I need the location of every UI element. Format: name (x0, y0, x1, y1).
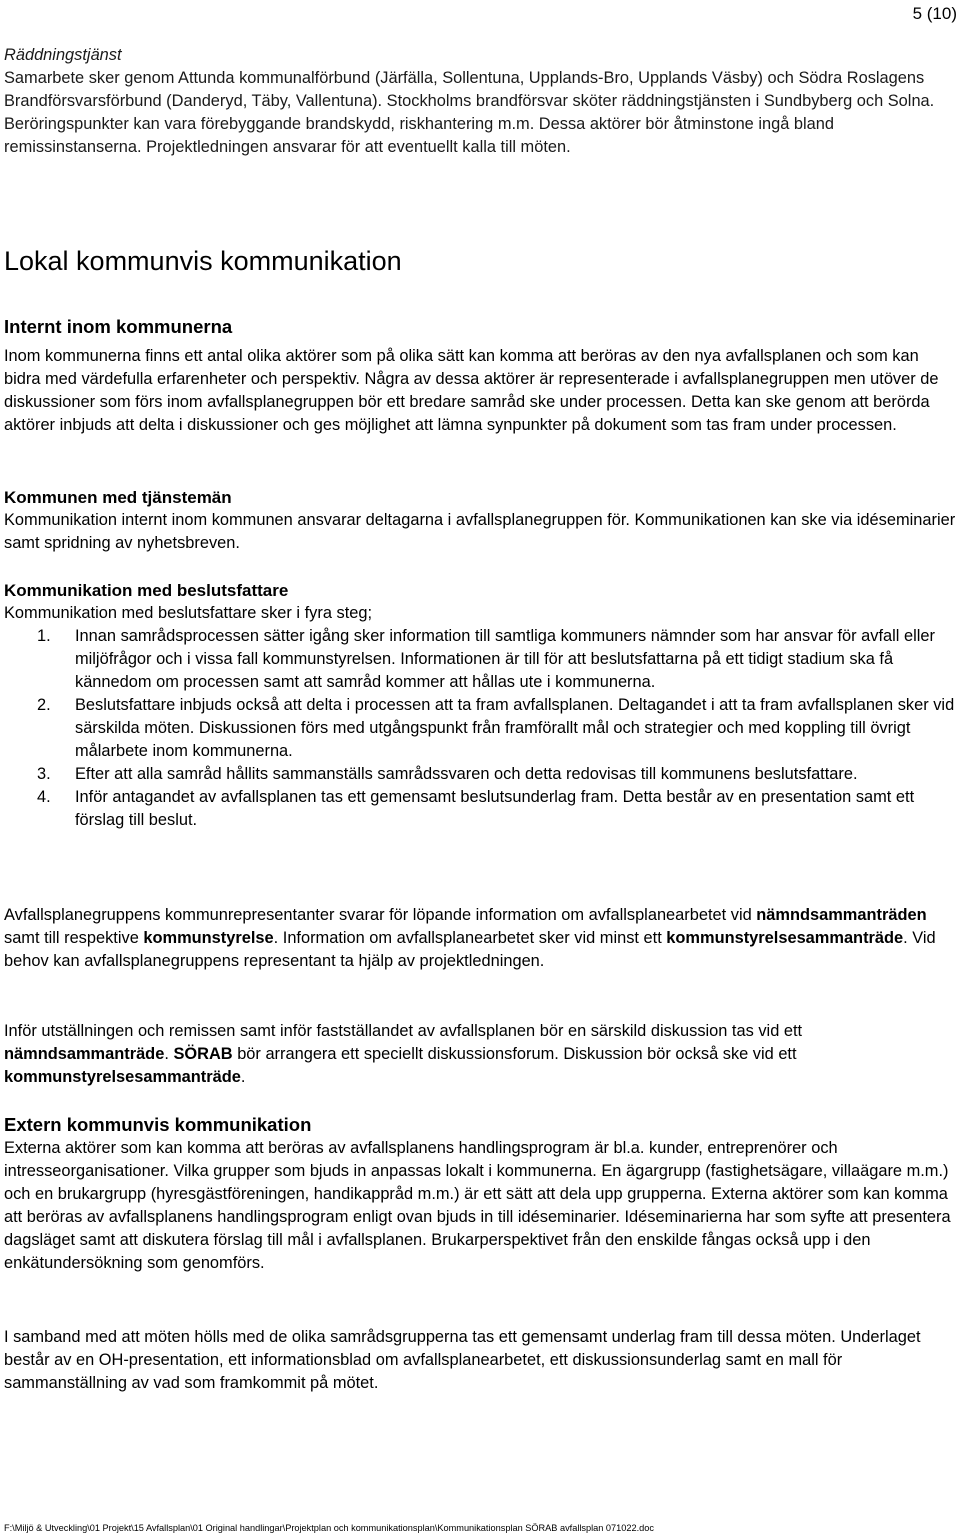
bold-text: kommunstyrelse (143, 929, 274, 947)
list-item-text: Beslutsfattare inbjuds också att delta i processen att ta fram avfallsplanen. Deltagandet i att ta fram avfallsplanen sker vid särskilda möten. Diskussionen förs med utgångspunkt från framförallt mål och strategier och med koppling till övrigt målarbete inom kommunerna. (75, 696, 955, 760)
meeting-material-paragraph: I samband med att möten hölls med de olika samrådsgrupperna tas ett gemensamt underlag fram till dessa möten. Underlaget består av en OH-presentation, ett informationsblad om avfallsplanearbetet, ett diskussionsunderlag samt en mall för sammanställning av vad som framkommit på mötet. (4, 1328, 921, 1392)
list-item-number: 3. (37, 765, 51, 783)
page-number: 5 (10) (912, 4, 957, 23)
internal-paragraph: Inom kommunerna finns ett antal olika aktörer som på olika sätt kan komma att beröras av den nya avfallsplanen och som kan bidra med värdefulla erfarenheter och perspektiv. Några av dessa aktörer är representerade i avfallsplanegruppen men utöver de diskussioner som förs inom avfallsplanegruppen bör ett bredare samråd ske under processen. Detta kan ske genom att berörda aktörer inbjuds att delta i diskussioner och ges möjlighet att lämna synpunkter på dokument som tas fram under processen. (4, 347, 939, 434)
rescue-section (4, 44, 959, 159)
decision-intro: Kommunikation med beslutsfattare sker i fyra steg; (4, 604, 373, 622)
text-run: . Information om avfallsplanearbetet sker vid minst ett (273, 929, 667, 947)
local-heading: Lokal kommunvis kommunikation (4, 246, 402, 276)
bold-text: kommunstyrelsesammanträde (666, 929, 904, 947)
decision-steps (4, 625, 959, 832)
list-item (4, 694, 959, 763)
list-item (4, 786, 959, 832)
list-item (4, 763, 959, 786)
bold-text: nämndsammanträde (4, 1045, 165, 1063)
list-item (4, 625, 959, 694)
bold-text: kommunstyrelsesammanträde (4, 1068, 241, 1086)
text-run: . (240, 1068, 246, 1086)
officials-paragraph: Kommunikation internt inom kommunen ansvarar deltagarna i avfallsplanegruppen för. Kommunikationen kan ske via idéseminarier samt spridning av nyhetsbreven. (4, 511, 956, 552)
text-run: Avfallsplanegruppens kommunrepresentanter svarar för löpande information om avfallsplanearbetet vid (4, 906, 757, 924)
list-item-number: 4. (37, 788, 51, 806)
bold-text: SÖRAB (173, 1045, 233, 1063)
officials-heading: Kommunen med tjänstemän (4, 488, 232, 507)
internal-heading: Internt inom kommunerna (4, 316, 233, 337)
external-section (4, 1113, 959, 1275)
external-paragraph: Externa aktörer som kan komma att beröras av avfallsplanens handlingsprogram är bl.a. kunder, entreprenörer och intresseorganisationer. Vilka grupper som bjuds in anpassas lokalt i kommunerna. En ägargrupp (fastighetsägare, villaägare m.m.) och en brukargrupp (hyresgästföreningen, handikappråd m.m.) är ett sätt att dela upp grupperna. Externa aktörer som kan komma att beröras av avfallsplanens handlingsprogram enligt ovan bjuds in till idéseminarier. Idéseminarierna har som syfte att presentera dagsläget samt att diskutera förslag till mål i avfallsplanen. Brukarperspektivet från den enskilde fångas också upp i den enkätundersökning som genomförs. (4, 1139, 951, 1272)
text-run: . (164, 1045, 174, 1063)
decision-heading: Kommunikation med beslutsfattare (4, 581, 289, 600)
rescue-paragraph: Samarbete sker genom Attunda kommunalförbund (Järfälla, Sollentuna, Upplands-Bro, Upplands Väsby) och Södra Roslagens Brandförsvarsförbund (Danderyd, Täby, Vallentuna). Stockholms brandförsvar sköter räddningstjänsten i Sundbyberg och Solna. Beröringspunkter kan vara förebyggande brandskydd, riskhantering m.m. Dessa aktörer bör åtminstone ingå bland remissinstanserna. Projektledningen ansvarar för att eventuellt kalla till möten. (4, 69, 935, 156)
internal-section (4, 315, 959, 437)
decision-section (4, 579, 959, 832)
meetings-paragraph (4, 904, 959, 973)
external-heading: Extern kommunvis kommunikation (4, 1114, 312, 1135)
rescue-title: Räddningstjänst (4, 46, 122, 64)
text-run: Inför utställningen och remissen samt inför fastställandet av avfallsplanen bör en särskild diskussion tas vid ett (4, 1022, 803, 1040)
local-heading-block (4, 245, 959, 277)
list-item-number: 2. (37, 696, 51, 714)
officials-section (4, 486, 959, 555)
text-run: . Vid behov kan avfallsplanegruppens representant ta hjälp av projektledningen. (4, 929, 936, 970)
text-run: samt till respektive (4, 929, 144, 947)
bold-text: nämndsammanträden (756, 906, 927, 924)
decision-paragraph-1 (4, 904, 959, 973)
decision-paragraph-2 (4, 1020, 959, 1089)
list-item-text: Inför antagandet av avfallsplanen tas ett gemensamt beslutsunderlag fram. Detta består av en presentation samt ett förslag till beslut. (75, 788, 915, 829)
text-run: bör arrangera ett speciellt diskussionsforum. Diskussion bör också ske vid ett (232, 1045, 797, 1063)
footer-file-path: F:\Miljö & Utveckling\01 Projekt\15 Avfallsplan\01 Original handlingar\Projektplan och kommunikationsplan\Kommunikationsplan SÖRAB avfallsplan 071022.doc (4, 1523, 654, 1533)
exhibition-paragraph (4, 1020, 959, 1089)
list-item-number: 1. (37, 627, 51, 645)
list-item-text: Efter att alla samråd hållits sammanställs samrådssvaren och detta redovisas till kommunens beslutsfattare. (75, 765, 858, 783)
external-section-2 (4, 1326, 959, 1395)
list-item-text: Innan samrådsprocessen sätter igång sker information till samtliga kommuners nämnder som har ansvar för avfall eller miljöfrågor och i vissa fall kommunstyrelsen. Informationen är till för att beslutsfattarna på ett tidigt stadium ska få kännedom om processen samt att samråd kommer att hållas ute i kommunerna. (75, 627, 935, 691)
